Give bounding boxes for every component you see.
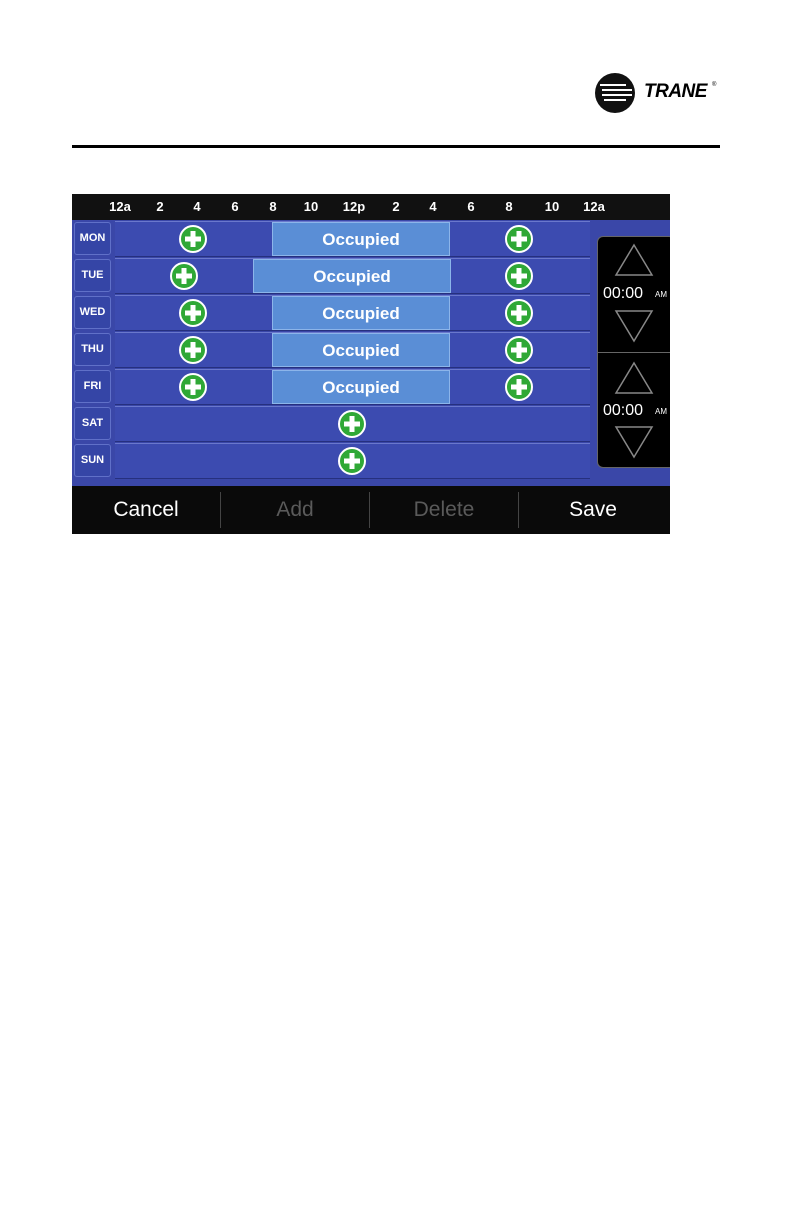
day-row-sat bbox=[72, 405, 670, 442]
plus-circle-icon[interactable] bbox=[179, 336, 207, 364]
plus-circle-icon[interactable] bbox=[179, 299, 207, 327]
save-button[interactable]: Save bbox=[569, 498, 617, 521]
hour-label: 4 bbox=[193, 199, 201, 214]
occupied-block[interactable]: Occupied bbox=[253, 259, 451, 293]
end-time-value: 00:00 bbox=[603, 402, 644, 419]
start-time-ampm: AM bbox=[655, 290, 667, 299]
triangle-up-icon[interactable] bbox=[614, 361, 654, 395]
start-time-value: 00:00 bbox=[603, 285, 644, 302]
schedule-grid bbox=[72, 220, 670, 486]
schedule-screen bbox=[72, 194, 670, 534]
day-track-thu[interactable] bbox=[115, 332, 590, 368]
hour-scale bbox=[72, 194, 670, 220]
day-track-mon[interactable] bbox=[115, 221, 590, 257]
time-adjust-panel bbox=[597, 236, 670, 468]
triangle-down-icon[interactable] bbox=[614, 309, 654, 343]
day-track-sat[interactable] bbox=[115, 406, 590, 442]
hour-label: 2 bbox=[392, 199, 400, 214]
day-button-tue[interactable]: TUE bbox=[74, 259, 111, 292]
hour-label: 8 bbox=[269, 199, 277, 214]
occupied-block[interactable]: Occupied bbox=[272, 222, 450, 256]
triangle-down-icon[interactable] bbox=[614, 425, 654, 459]
plus-circle-icon[interactable] bbox=[505, 336, 533, 364]
day-row-fri bbox=[72, 368, 670, 405]
day-track-fri[interactable] bbox=[115, 369, 590, 405]
hour-label: 12a bbox=[583, 199, 605, 214]
trane-globe-logo bbox=[594, 72, 636, 114]
day-button-thu[interactable]: THU bbox=[74, 333, 111, 366]
add-button[interactable]: Add bbox=[276, 498, 314, 521]
day-row-sun bbox=[72, 442, 670, 479]
day-button-sat[interactable]: SAT bbox=[74, 407, 111, 440]
hour-label: 10 bbox=[303, 199, 319, 214]
day-track-tue[interactable] bbox=[115, 258, 590, 294]
hour-label: 10 bbox=[544, 199, 560, 214]
occupied-block[interactable]: Occupied bbox=[272, 370, 450, 404]
brand-name: TRANE bbox=[644, 81, 707, 102]
plus-circle-icon[interactable] bbox=[505, 373, 533, 401]
day-button-wed[interactable]: WED bbox=[74, 296, 111, 329]
plus-circle-icon[interactable] bbox=[179, 373, 207, 401]
action-bar bbox=[72, 486, 670, 534]
day-button-fri[interactable]: FRI bbox=[74, 370, 111, 403]
plus-circle-icon[interactable] bbox=[338, 447, 366, 475]
plus-circle-icon[interactable] bbox=[338, 410, 366, 438]
hour-label: 2 bbox=[156, 199, 164, 214]
day-button-mon[interactable]: MON bbox=[74, 222, 111, 255]
plus-circle-icon[interactable] bbox=[170, 262, 198, 290]
hour-label: 12a bbox=[109, 199, 131, 214]
plus-circle-icon[interactable] bbox=[505, 225, 533, 253]
hour-label: 4 bbox=[429, 199, 437, 214]
occupied-block[interactable]: Occupied bbox=[272, 333, 450, 367]
day-row-mon bbox=[72, 220, 670, 257]
triangle-up-icon[interactable] bbox=[614, 243, 654, 277]
plus-circle-icon[interactable] bbox=[505, 262, 533, 290]
plus-circle-icon[interactable] bbox=[505, 299, 533, 327]
day-row-thu bbox=[72, 331, 670, 368]
plus-circle-icon[interactable] bbox=[179, 225, 207, 253]
hour-label: 6 bbox=[467, 199, 475, 214]
hour-label: 12p bbox=[342, 199, 366, 214]
occupied-block[interactable]: Occupied bbox=[272, 296, 450, 330]
day-track-wed[interactable] bbox=[115, 295, 590, 331]
brand-logo bbox=[594, 72, 724, 114]
day-row-tue bbox=[72, 257, 670, 294]
panel-divider bbox=[598, 352, 670, 353]
hour-label: 6 bbox=[231, 199, 239, 214]
cancel-button[interactable]: Cancel bbox=[113, 498, 179, 521]
day-button-sun[interactable]: SUN bbox=[74, 444, 111, 477]
hour-label: 8 bbox=[505, 199, 513, 214]
end-time-ampm: AM bbox=[655, 407, 667, 416]
brand-trademark: ® bbox=[712, 82, 717, 88]
delete-button[interactable]: Delete bbox=[413, 498, 475, 521]
day-row-wed bbox=[72, 294, 670, 331]
header-rule bbox=[72, 145, 720, 148]
day-track-sun[interactable] bbox=[115, 443, 590, 479]
